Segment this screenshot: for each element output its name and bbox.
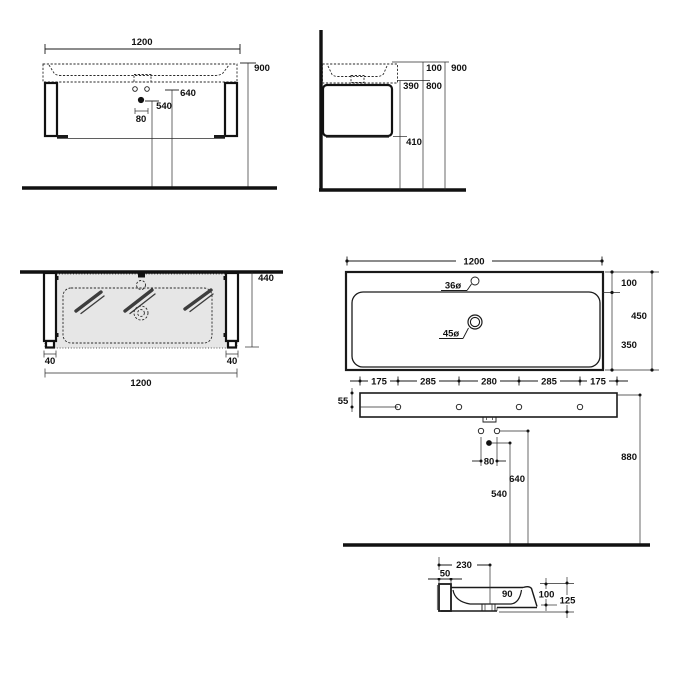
dim-rear-spacing-1: 175 [371,376,387,388]
dim-tap-diameter: 36ø [444,280,462,292]
front-view [22,37,277,188]
side-view [319,30,467,190]
dim-top-rim-depth: 100 [621,278,637,289]
dim-rear-tap-height: 640 [509,474,525,485]
dim-front-height: 900 [254,63,270,74]
dim-rear-spacing-4: 285 [541,376,557,388]
dim-section-front-height: 100 [538,589,555,601]
rear-view-linework [343,376,650,547]
front-view-linework [22,44,277,188]
dim-rear-drain-height: 540 [491,489,507,500]
rear-view [338,376,650,547]
dim-top-bowl-depth: 350 [621,340,637,351]
dim-section-bracket: 50 [439,568,451,580]
dim-side-clearance: 410 [406,137,422,148]
top-view [345,257,659,372]
dim-front-hole-spacing: 80 [135,114,147,125]
dim-top-overall-depth: 450 [631,311,647,322]
plan-view [20,271,283,389]
dim-top-width: 1200 [463,256,485,268]
section-view [428,557,578,618]
dim-rear-hole-spacing: 80 [483,456,495,468]
dim-section-total-height: 125 [559,595,576,607]
dim-front-tap-height: 640 [180,88,196,99]
dim-front-drain-height: 540 [156,101,172,112]
dim-rear-spacing-2: 285 [420,376,436,388]
top-view-linework [345,257,659,372]
dim-section-drain-offset: 230 [456,560,472,571]
dim-front-width: 1200 [131,37,153,48]
dim-plan-depth: 440 [258,273,274,284]
dim-side-height: 900 [451,63,467,74]
dim-plan-bracket-left: 40 [44,356,56,367]
plan-view-linework [20,271,283,378]
dim-side-panel: 390 [403,81,419,92]
dim-rear-spacing-3: 280 [481,376,497,388]
dim-side-underside: 800 [426,81,442,92]
section-view-linework [428,557,578,618]
dim-side-rim: 100 [426,63,442,74]
dim-plan-bracket-right: 40 [226,356,238,367]
dim-rear-mount-height: 880 [621,452,637,463]
dim-plan-width: 1200 [130,378,152,389]
side-view-linework [319,30,466,190]
dim-rear-thickness: 55 [337,396,349,407]
dim-section-drain-center: 90 [502,589,513,600]
dim-drain-diameter: 45ø [442,328,460,340]
dim-rear-spacing-5: 175 [590,376,606,388]
